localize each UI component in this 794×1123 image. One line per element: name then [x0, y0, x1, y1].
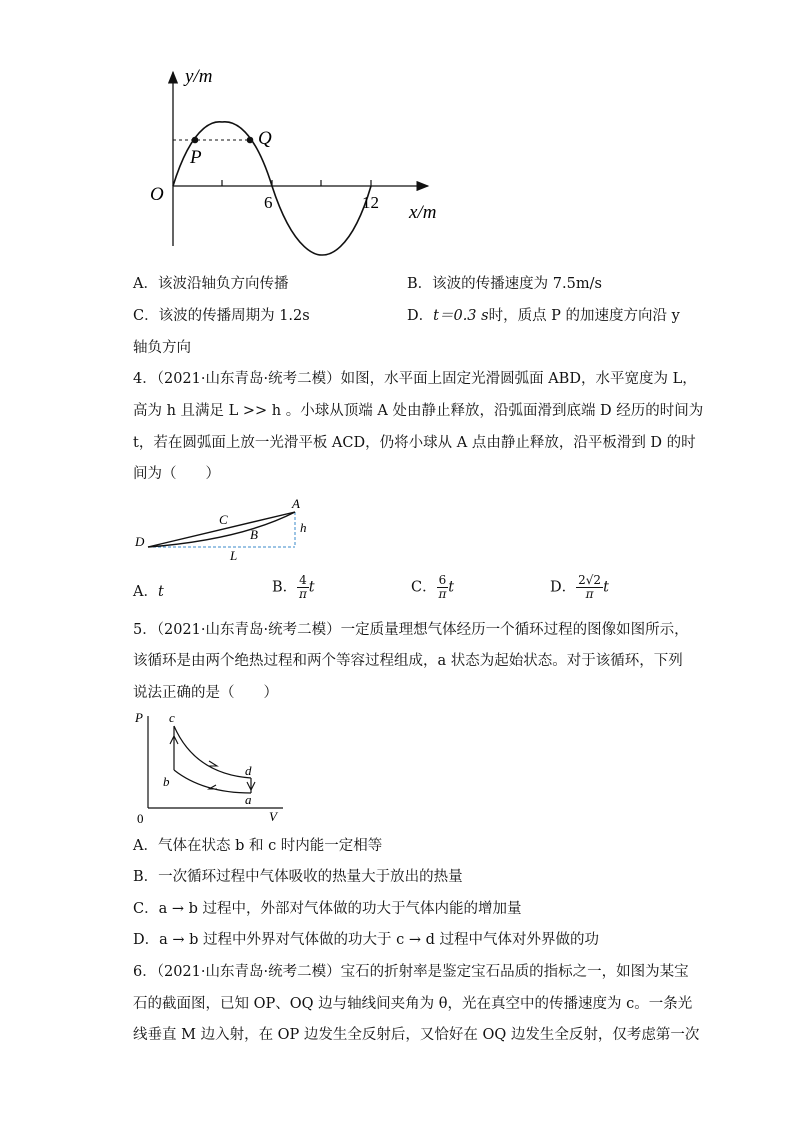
fig5-label-v: V — [269, 809, 277, 824]
fig5-label-d: d — [245, 763, 252, 778]
q4-option-c: C． $\frac{6}{\pi}$ t — [411, 573, 455, 601]
point-q-dot — [247, 137, 254, 144]
q5-line-1: 5．（2021·山东青岛·统考二模）一定质量理想气体经历一个循环过程的图像如图所示， — [133, 622, 689, 638]
fig4-label-c: C — [219, 512, 228, 527]
q6-line-3: 线垂直 M 边入射，在 OP 边发生全反射后，又恰好在 OQ 边发生全反射，仅考虑第一次 — [133, 1027, 700, 1043]
point-p-label: P — [190, 147, 202, 168]
q5-option-d: D．a → b 过程中外界对气体做的功大于 c → d 过程中气体对外界做的功 — [133, 932, 600, 948]
q3-option-b: B．该波的传播速度为 7.5m/s — [407, 276, 602, 292]
fig5-label-a: a — [245, 792, 252, 807]
arc-ramp-figure — [130, 492, 330, 562]
fig4-label-l: L — [230, 548, 238, 562]
fig4-label-a: A — [292, 496, 300, 511]
fig4-label-h: h — [300, 520, 307, 535]
fig5-label-b: b — [163, 774, 170, 789]
q4-line-2: 高为 h 且满足 L >> h 。小球从顶端 A 处由静止释放，沿弧面滑到底端 D 经历的时间为 — [133, 403, 704, 419]
q5-option-b: B．一次循环过程中气体吸收的热量大于放出的热量 — [133, 869, 463, 885]
q3-option-a: A．该波沿轴负方向传播 — [133, 276, 289, 292]
point-q-label: Q — [258, 128, 272, 149]
q3-option-d: D．t＝0.3 s时，质点 P 的加速度方向沿 y — [407, 308, 680, 324]
q4-option-b: B． $\frac{4}{\pi}$ t — [272, 573, 315, 601]
fig4-label-b: B — [250, 527, 258, 542]
fig4-label-d: D — [135, 534, 145, 549]
q4-option-a: A．t — [133, 584, 164, 600]
q6-line-2: 石的截面图，已知 OP、OQ 边与轴线间夹角为 θ，光在真空中的传播速度为 c。一条光 — [133, 996, 693, 1012]
tick-6-label: 6 — [264, 193, 273, 212]
x-axis-label: x/m — [409, 202, 437, 223]
pv-cycle-figure — [133, 708, 293, 830]
q6-line-1: 6．（2021·山东青岛·统考二模）宝石的折射率是鉴定宝石品质的指标之一，如图为某宝 — [133, 964, 689, 980]
q4-option-d: D． $\frac{2√2}{\pi}$ t — [550, 573, 609, 601]
y-axis-label: y/m — [185, 66, 213, 87]
point-p-dot — [192, 137, 199, 144]
q5-option-a: A．气体在状态 b 和 c 时内能一定相等 — [133, 838, 383, 854]
tick-12-label: 12 — [362, 193, 379, 212]
q4-line-1: 4．（2021·山东青岛·统考二模）如图，水平面上固定光滑圆弧面 ABD，水平宽度为 L， — [133, 371, 697, 387]
origin-label: O — [150, 184, 164, 205]
q5-option-c: C．a → b 过程中，外部对气体做的功大于气体内能的增加量 — [133, 901, 522, 917]
fig5-label-c: c — [169, 710, 175, 725]
q4-line-3: t，若在圆弧面上放一光滑平板 ACD，仍将小球从 A 点由静止释放，沿平板滑到 D 的时 — [133, 435, 696, 451]
q5-line-2: 该循环是由两个绝热过程和两个等容过程组成，a 状态为起始状态。对于该循环，下列 — [133, 653, 683, 669]
q3-option-c: C．该波的传播周期为 1.2s — [133, 308, 310, 324]
wave-graph — [140, 60, 460, 260]
q3-option-d-continued: 轴负方向 — [133, 340, 191, 356]
q4-line-4: 间为（ ） — [133, 466, 220, 482]
process-cd — [174, 726, 251, 778]
sine-wave — [173, 122, 371, 255]
fig5-label-p: P — [135, 710, 143, 725]
q5-line-3: 说法正确的是（ ） — [133, 685, 278, 701]
fig5-label-origin: 0 — [137, 811, 144, 826]
